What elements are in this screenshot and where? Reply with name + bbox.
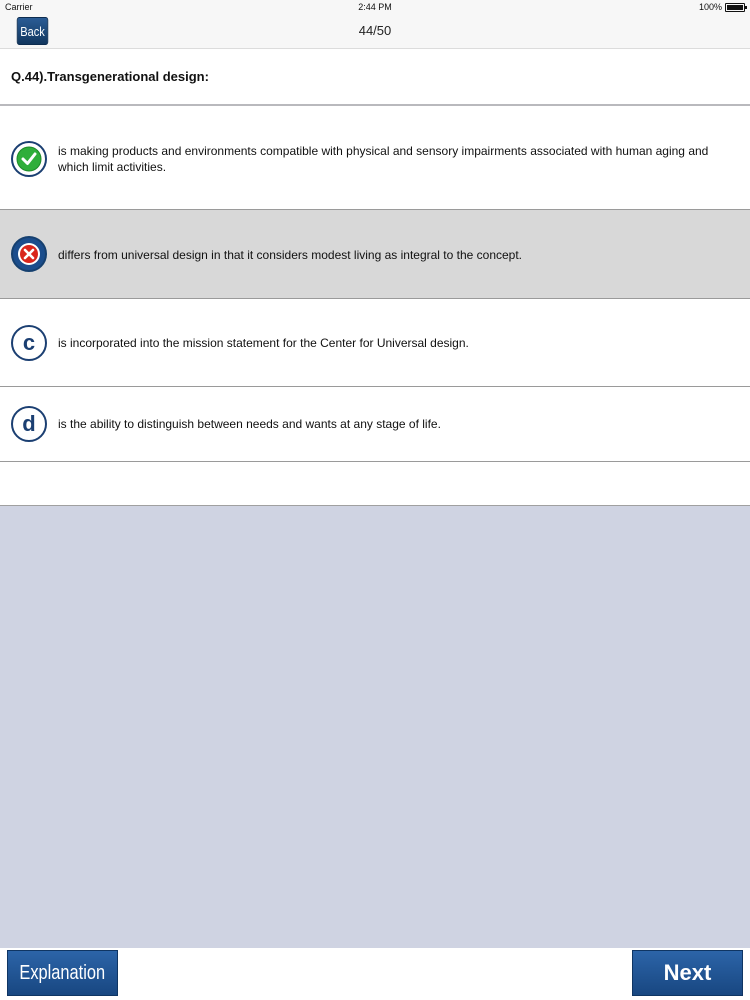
question-progress: 44/50 — [358, 23, 392, 38]
option-a[interactable] — [0, 106, 750, 210]
carrier-label: Carrier — [5, 2, 33, 12]
status-bar — [0, 0, 750, 14]
option-c[interactable] — [0, 299, 750, 387]
next-button[interactable]: Next — [632, 950, 743, 996]
letter-c-icon: c — [11, 325, 47, 361]
option-d-text: is the ability to distinguish between needs and wants at any stage of life. — [58, 417, 441, 431]
check-icon — [11, 141, 47, 177]
battery-percent: 100% — [698, 2, 722, 12]
navigation-bar — [0, 14, 750, 49]
option-a-text: is making products and environments compatible with physical and sensory impairments associated with human aging and which limit activities. — [58, 144, 709, 174]
blank-row — [0, 462, 750, 506]
clock: 2:44 PM — [358, 2, 392, 12]
option-b[interactable] — [0, 210, 750, 299]
battery-icon — [725, 3, 745, 12]
empty-content-area — [0, 506, 750, 948]
question-text: Q.44).Transgenerational design: — [11, 69, 209, 84]
bottom-toolbar — [0, 948, 750, 1000]
battery-status — [699, 2, 745, 12]
back-button[interactable]: Back — [17, 17, 48, 45]
explanation-label: Explanation — [19, 961, 106, 984]
option-c-text: is incorporated into the mission statement for the Center for Universal design. — [58, 336, 469, 350]
option-b-text: differs from universal design in that it considers modest living as integral to the concept. — [58, 248, 523, 262]
cross-icon — [11, 236, 47, 272]
question-header — [0, 48, 750, 106]
explanation-button[interactable] — [7, 950, 118, 996]
letter-d-icon: d — [11, 406, 47, 442]
option-d[interactable] — [0, 387, 750, 462]
